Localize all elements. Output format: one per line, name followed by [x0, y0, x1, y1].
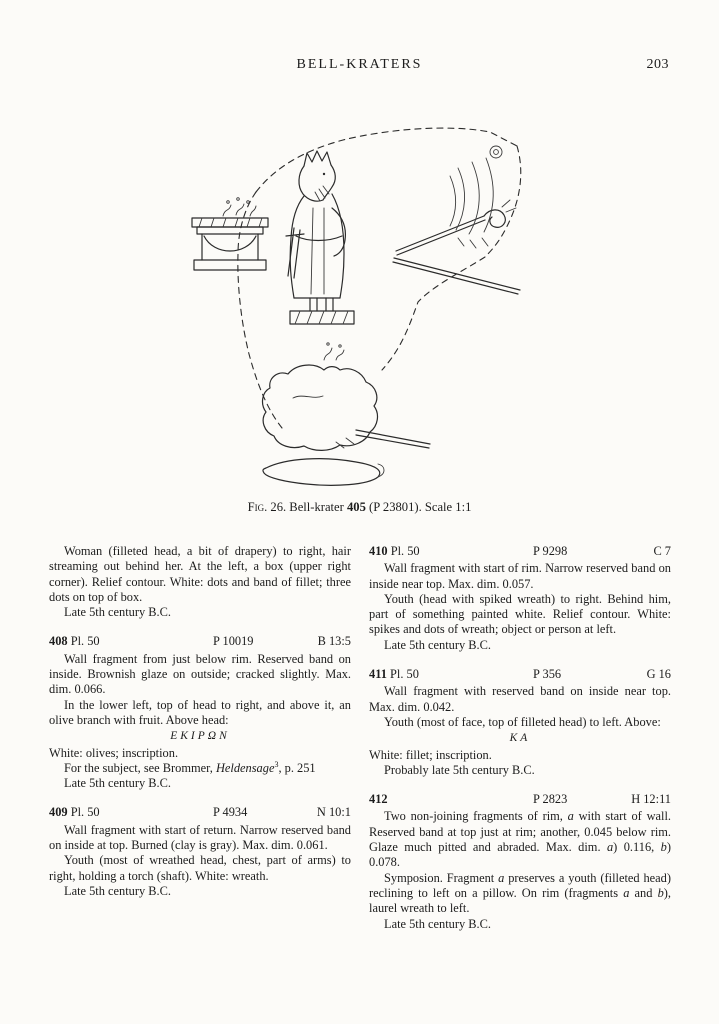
base-sketch-drawing [263, 459, 384, 486]
grid-reference: G 16 [646, 667, 671, 682]
paragraph: Symposion. Fragment a preserves a youth (filleted head) reclining to left on a pillow. On rim (fragments a and b), laurel wreath to left. [369, 870, 672, 916]
left-column [49, 544, 351, 932]
figure-with-crown-drawing [286, 151, 354, 324]
greek-inscription: ΕΚΙΡΩΝ [170, 730, 230, 743]
figure-caption: Fig. 26. Bell-krater 405 (P 23801). Scale 1:1 [247, 500, 472, 514]
paragraph: Youth (most of wreathed head, chest, part of arms) to right, holding a torch (shaft). White: wreath. [49, 853, 351, 883]
date-line: Late 5th century B.C. [64, 883, 172, 898]
date-line: Late 5th century B.C. [384, 916, 492, 931]
rock-and-torch-drawing [263, 343, 430, 451]
grid-reference: H 12:11 [631, 792, 671, 807]
inventory-number: P 10019 [213, 634, 254, 649]
entry-continuation [49, 544, 351, 620]
inventory-number: P 2823 [533, 792, 568, 807]
bell-krater-drawing [128, 108, 588, 498]
paragraph: Youth (most of face, top of filleted head) to left. Above: [384, 714, 661, 729]
altar-drawing [192, 198, 268, 270]
running-head-title: BELL-KRATERS [296, 57, 423, 72]
entry-heading [49, 805, 351, 820]
paragraph: Wall fragment from just below rim. Reserved band on inside. Brownish glaze on outside; cracked slightly. Max. dim. 0.066. [49, 651, 351, 697]
grid-reference: N 10:1 [316, 805, 351, 820]
entry-number: 412 [369, 792, 388, 807]
paragraph: Wall fragment with start of return. Narrow reserved band on inside at top. Burned (clay is gray). Max. dim. 0.061. [49, 822, 351, 853]
grid-reference: B 13:5 [317, 634, 351, 649]
page-number: 203 [646, 57, 669, 72]
entry-409 [49, 805, 351, 899]
drapery-sketch-drawing [450, 146, 502, 248]
figure-26 [128, 108, 588, 498]
date-line: Late 5th century B.C. [64, 776, 172, 791]
paragraph: Two non-joining fragments of rim, a with start of wall. Reserved band at top just at rim; another, 0.045 below rim. Glaze much pitted and abraded. Max. dim. a) 0.116, b) 0.078. [369, 809, 671, 870]
entry-408 [49, 634, 351, 791]
paragraph: White: olives; inscription. [49, 745, 179, 760]
entry-heading [49, 634, 351, 649]
date-line: Late 5th century B.C. [384, 637, 492, 652]
paragraph: Woman (filleted head, a bit of drapery) to right, hair streaming out behind her. At the left, a box (upper right corner). Relief contour. White: dots and band of fillet; three dots on top of box. [49, 544, 351, 604]
greek-inscription: ΚΑ [509, 732, 531, 745]
entry-number: 410 [369, 544, 388, 558]
entry-heading [369, 792, 671, 807]
inventory-number: P 356 [533, 667, 562, 682]
staff-drawing [393, 200, 520, 294]
entry-412 [369, 792, 671, 932]
inventory-number: P 4934 [213, 805, 248, 820]
entry-410 [369, 544, 671, 653]
date-line: Probably late 5th century B.C. [384, 762, 535, 777]
paragraph: Wall fragment with start of rim. Narrow reserved band on inside near top. Max. dim. 0.057. [369, 561, 671, 591]
plate-reference: Pl. 50 [70, 805, 100, 820]
date-line: Late 5th century B.C. [64, 605, 172, 620]
entry-heading [369, 667, 671, 682]
figure-caption-catalog-number: 405 [346, 500, 366, 514]
entry-number: 409 [49, 805, 68, 820]
figure-caption-label: Fig. 26. [247, 500, 287, 514]
plate-reference: Pl. 50 [390, 667, 419, 682]
entry-number: 408 [49, 634, 68, 649]
paragraph: White: fillet; inscription. [369, 747, 492, 762]
entry-heading [369, 544, 671, 559]
grid-reference: C 7 [653, 544, 671, 558]
paragraph: In the lower left, top of head to right, and above it, an olive branch with fruit. Above head: [49, 697, 351, 727]
right-column [369, 544, 671, 932]
entry-411 [369, 667, 671, 778]
entry-number: 411 [369, 667, 387, 682]
paragraph: Youth (head with spiked wreath) to right. Behind him, part of something painted white. Relief contour. White: spikes and dots of wreath; object or person at left. [369, 591, 671, 637]
book-title: Heldensage [215, 760, 275, 775]
text-columns [49, 544, 671, 932]
paragraph: For the subject, see Brommer, Heldensage$^3$, p. 251 [64, 759, 316, 775]
plate-reference: Pl. 50 [70, 634, 100, 649]
inventory-number: P 9298 [533, 544, 568, 558]
paragraph: Wall fragment with reserved band on inside near top. Max. dim. 0.042. [369, 684, 671, 714]
plate-reference: Pl. 50 [390, 544, 420, 558]
